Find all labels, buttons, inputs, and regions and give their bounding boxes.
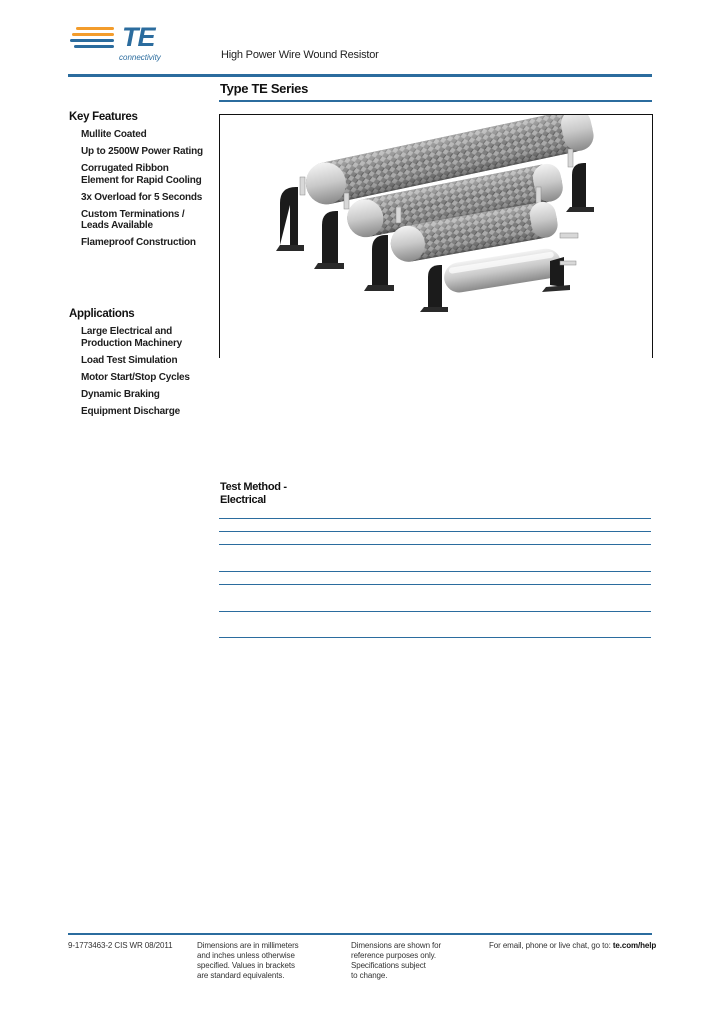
footer-note-line: Specifications subject: [351, 961, 426, 970]
key-feature-item: Corrugated Ribbon Element for Rapid Cooling: [81, 162, 202, 186]
table-rule: [219, 518, 651, 519]
key-feature-item: Mullite Coated: [81, 129, 147, 140]
footer-doc-number: 9-1773463-2 CIS WR 08/2011: [68, 941, 173, 950]
test-method-heading-line1: Test Method -: [220, 481, 287, 493]
footer-help-link[interactable]: te.com/help: [612, 941, 657, 950]
footer-dimensions-note: [197, 941, 299, 981]
test-method-heading-line2: Electrical: [220, 494, 266, 506]
footer-note-line: specified. Values in brackets: [197, 961, 295, 970]
applications-list: [81, 326, 206, 423]
table-rule: [219, 584, 651, 585]
resistor-product-image: [220, 115, 652, 358]
footer-note-line: Dimensions are shown for: [351, 941, 442, 950]
footer-note-line: Dimensions are in millimeters: [197, 941, 299, 950]
table-rule: [219, 531, 651, 532]
table-rule: [219, 637, 651, 638]
footer-note-line: and inches unless otherwise: [197, 951, 295, 960]
footer-note-line: are standard equivalents.: [197, 971, 285, 980]
footer-reference-note: [351, 941, 441, 981]
key-feature-item: Custom Terminations / Leads Available: [81, 208, 185, 232]
key-feature-item: 3x Overload for 5 Seconds: [81, 191, 203, 203]
footer-help-text: For email, phone or live chat, go to:: [489, 941, 613, 950]
series-title: Type TE Series: [220, 81, 309, 96]
applications-heading: Applications: [69, 308, 135, 320]
product-image-frame: [219, 114, 653, 358]
logo-tagline: connectivity: [119, 53, 161, 62]
key-feature-item: Up to 2500W Power Rating: [81, 145, 203, 157]
resistor-small: [420, 247, 576, 312]
footer-note-line: reference purposes only.: [351, 951, 437, 960]
application-item: Motor Start/Stop Cycles: [81, 371, 190, 383]
header-rule: [68, 74, 652, 77]
application-item: Dynamic Braking: [81, 388, 160, 400]
footer-help: [489, 941, 657, 951]
table-rule: [219, 571, 651, 572]
key-features-heading: Key Features: [69, 111, 138, 123]
application-item: Load Test Simulation: [81, 354, 178, 366]
application-item: Equipment Discharge: [81, 405, 180, 417]
test-method-heading: [220, 481, 287, 507]
series-title-rule: [219, 100, 652, 102]
key-feature-item: Flameproof Construction: [81, 237, 196, 249]
key-features-list: [81, 129, 206, 254]
application-item: Large Electrical and Production Machinery: [81, 326, 183, 349]
footer-rule: [68, 933, 652, 935]
table-rule: [219, 611, 651, 612]
document-title: High Power Wire Wound Resistor: [221, 49, 379, 61]
footer-note-line: to change.: [351, 971, 388, 980]
logo-text: TE: [122, 22, 155, 52]
table-rule: [219, 544, 651, 545]
